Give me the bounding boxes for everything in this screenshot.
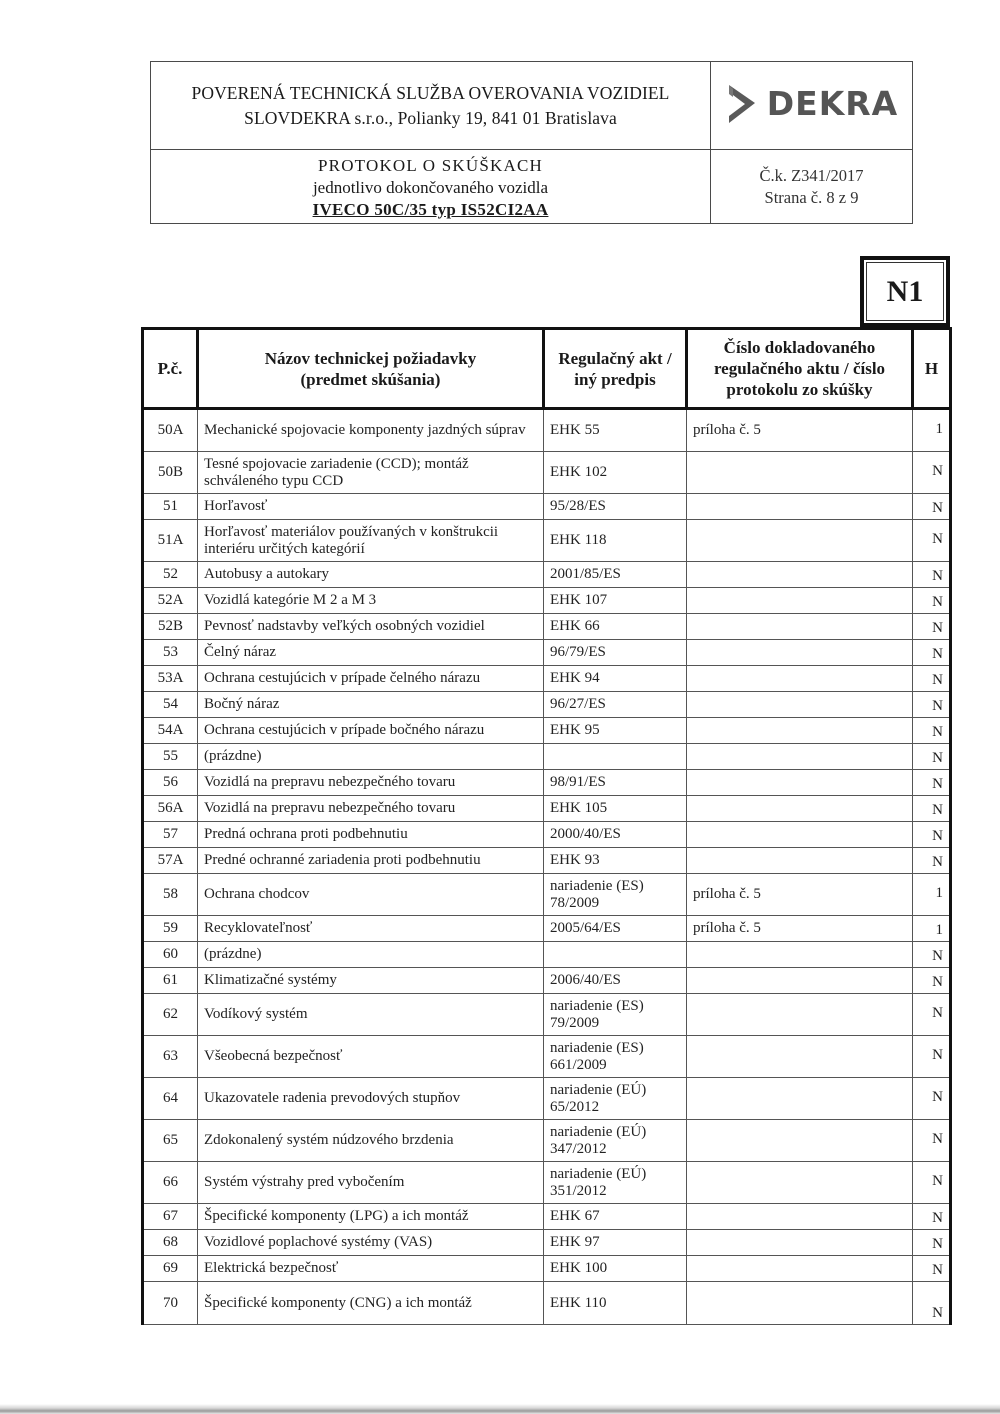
regulatory-act: EHK 55 [544, 409, 687, 452]
table-row [143, 796, 951, 822]
requirement-name: Autobusy a autokary [198, 562, 544, 588]
table-row [143, 1078, 951, 1120]
regulatory-act: EHK 93 [544, 848, 687, 874]
protocol-title: PROTOKOL O SKÚŠKACH [318, 155, 543, 175]
table-row [143, 916, 951, 942]
requirement-name: Špecifické komponenty (LPG) a ich montáž [198, 1204, 544, 1230]
row-number: 53 [143, 640, 198, 666]
requirements-table [141, 327, 952, 1325]
result-code: N [913, 1036, 951, 1078]
table-row [143, 614, 951, 640]
table-row [143, 494, 951, 520]
regulatory-act: nariadenie (EÚ) 347/2012 [544, 1120, 687, 1162]
requirement-name: Elektrická bezpečnosť [198, 1256, 544, 1282]
document-reference [687, 588, 913, 614]
regulatory-act: 2005/64/ES [544, 916, 687, 942]
regulatory-act: EHK 97 [544, 1230, 687, 1256]
scan-edge [0, 1404, 1000, 1414]
result-code: N [913, 770, 951, 796]
table-row [143, 718, 951, 744]
result-code: N [913, 744, 951, 770]
table-row [143, 409, 951, 452]
row-number: 57A [143, 848, 198, 874]
requirement-name: Vozidlá na prepravu nebezpečného tovaru [198, 796, 544, 822]
requirement-name: Ukazovatele radenia prevodových stupňov [198, 1078, 544, 1120]
document-reference [687, 994, 913, 1036]
row-number: 55 [143, 744, 198, 770]
regulatory-act: EHK 95 [544, 718, 687, 744]
table-row [143, 994, 951, 1036]
requirement-name: Predná ochrana proti podbehnutiu [198, 822, 544, 848]
row-number: 50B [143, 452, 198, 494]
result-code: N [913, 848, 951, 874]
table-row [143, 1120, 951, 1162]
requirement-name: Vozidlá kategórie M 2 a M 3 [198, 588, 544, 614]
document-reference [687, 1120, 913, 1162]
document-reference: príloha č. 5 [687, 874, 913, 916]
dekra-chevron-icon [725, 83, 759, 125]
result-code: N [913, 822, 951, 848]
row-number: 58 [143, 874, 198, 916]
document-reference [687, 1162, 913, 1204]
reference-number: Č.k. Z341/2017 [759, 165, 864, 185]
table-row [143, 848, 951, 874]
regulatory-act: 2000/40/ES [544, 822, 687, 848]
col-header-number: P.č. [143, 329, 198, 409]
requirement-name: Horľavosť materiálov používaných v konštrukcii interiéru určitých kategórií [198, 520, 544, 562]
regulatory-act: 2001/85/ES [544, 562, 687, 588]
document-reference [687, 494, 913, 520]
document-reference [687, 1036, 913, 1078]
result-code: N [913, 1282, 951, 1325]
result-code: N [913, 1204, 951, 1230]
table-row [143, 692, 951, 718]
document-reference [687, 1204, 913, 1230]
document-reference [687, 822, 913, 848]
requirement-name: Ochrana chodcov [198, 874, 544, 916]
table-row [143, 666, 951, 692]
vehicle-designation: IVECO 50C/35 typ IS52CI2AA [312, 199, 549, 219]
category-badge-label: N1 [886, 274, 924, 308]
requirement-name: Horľavosť [198, 494, 544, 520]
regulatory-act: nariadenie (EÚ) 65/2012 [544, 1078, 687, 1120]
table-row [143, 588, 951, 614]
result-code: N [913, 1230, 951, 1256]
requirement-name: Pevnosť nadstavby veľkých osobných vozidiel [198, 614, 544, 640]
organization-name: POVERENÁ TECHNICKÁ SLUŽBA OVEROVANIA VOZIDIEL [191, 82, 670, 103]
table-row [143, 1282, 951, 1325]
row-number: 67 [143, 1204, 198, 1230]
table-row [143, 520, 951, 562]
table-row [143, 770, 951, 796]
category-badge [860, 256, 950, 327]
row-number: 64 [143, 1078, 198, 1120]
organization-block [151, 62, 711, 150]
table-row [143, 640, 951, 666]
result-code: N [913, 718, 951, 744]
row-number: 51A [143, 520, 198, 562]
document-reference [687, 942, 913, 968]
row-number: 52A [143, 588, 198, 614]
document-reference [687, 692, 913, 718]
row-number: 54A [143, 718, 198, 744]
regulatory-act: 2006/40/ES [544, 968, 687, 994]
result-code: N [913, 520, 951, 562]
document-reference [687, 614, 913, 640]
table-row [143, 874, 951, 916]
document-reference [687, 562, 913, 588]
document-reference [687, 1230, 913, 1256]
col-header-h: H [913, 329, 951, 409]
document-reference [687, 848, 913, 874]
table-row [143, 562, 951, 588]
document-reference [687, 666, 913, 692]
requirement-name: Ochrana cestujúcich v prípade čelného nárazu [198, 666, 544, 692]
row-number: 62 [143, 994, 198, 1036]
document-reference [687, 770, 913, 796]
requirement-name: Ochrana cestujúcich v prípade bočného nárazu [198, 718, 544, 744]
regulatory-act: EHK 105 [544, 796, 687, 822]
table-row [143, 1230, 951, 1256]
result-code: N [913, 614, 951, 640]
document-reference [687, 640, 913, 666]
regulatory-act: nariadenie (ES) 661/2009 [544, 1036, 687, 1078]
row-number: 60 [143, 942, 198, 968]
col-header-document: Číslo dokladovaného regulačného aktu / číslo protokolu zo skúšky [687, 329, 913, 409]
regulatory-act: EHK 110 [544, 1282, 687, 1325]
regulatory-act: EHK 66 [544, 614, 687, 640]
table-row [143, 452, 951, 494]
regulatory-act: nariadenie (EÚ) 351/2012 [544, 1162, 687, 1204]
result-code: N [913, 942, 951, 968]
result-code: N [913, 640, 951, 666]
protocol-block [151, 150, 711, 223]
document-reference [687, 1078, 913, 1120]
document-reference: príloha č. 5 [687, 916, 913, 942]
page-info: Strana č. 8 z 9 [764, 187, 859, 207]
dekra-logo [725, 83, 898, 125]
regulatory-act: EHK 107 [544, 588, 687, 614]
document-reference [687, 968, 913, 994]
document-header [150, 61, 913, 224]
table-row [143, 1256, 951, 1282]
row-number: 51 [143, 494, 198, 520]
regulatory-act: EHK 118 [544, 520, 687, 562]
requirement-name: Mechanické spojovacie komponenty jazdných súprav [198, 409, 544, 452]
table-row [143, 968, 951, 994]
requirement-name: Zdokonalený systém núdzového brzdenia [198, 1120, 544, 1162]
requirement-name: (prázdne) [198, 744, 544, 770]
logo-text: DEKRA [766, 84, 899, 123]
regulatory-act: nariadenie (ES) 79/2009 [544, 994, 687, 1036]
result-code: N [913, 994, 951, 1036]
row-number: 63 [143, 1036, 198, 1078]
row-number: 52 [143, 562, 198, 588]
row-number: 65 [143, 1120, 198, 1162]
row-number: 66 [143, 1162, 198, 1204]
regulatory-act: 95/28/ES [544, 494, 687, 520]
row-number: 70 [143, 1282, 198, 1325]
table-row [143, 822, 951, 848]
regulatory-act: EHK 94 [544, 666, 687, 692]
document-reference [687, 1282, 913, 1325]
result-code: N [913, 1078, 951, 1120]
requirement-name: Tesné spojovacie zariadenie (CCD); montáž schváleného typu CCD [198, 452, 544, 494]
document-reference [687, 520, 913, 562]
result-code: N [913, 968, 951, 994]
requirement-name: Vodíkový systém [198, 994, 544, 1036]
result-code: N [913, 666, 951, 692]
requirement-name: Čelný náraz [198, 640, 544, 666]
result-code: 1 [913, 874, 951, 916]
regulatory-act: EHK 100 [544, 1256, 687, 1282]
document-reference [687, 796, 913, 822]
result-code: 1 [913, 916, 951, 942]
requirement-name: Vozidlá na prepravu nebezpečného tovaru [198, 770, 544, 796]
document-reference: príloha č. 5 [687, 409, 913, 452]
requirement-name: Všeobecná bezpečnosť [198, 1036, 544, 1078]
document-reference [687, 744, 913, 770]
col-header-name: Názov technickej požiadavky (predmet skúšania) [198, 329, 544, 409]
requirement-name: Systém výstrahy pred vybočením [198, 1162, 544, 1204]
result-code: N [913, 796, 951, 822]
protocol-subtitle: jednotlivo dokončovaného vozidla [312, 177, 549, 197]
document-reference [687, 1256, 913, 1282]
requirement-name: Predné ochranné zariadenia proti podbehnutiu [198, 848, 544, 874]
row-number: 52B [143, 614, 198, 640]
result-code: N [913, 1120, 951, 1162]
requirement-name: Bočný náraz [198, 692, 544, 718]
requirement-name: Vozidlové poplachové systémy (VAS) [198, 1230, 544, 1256]
requirement-name: (prázdne) [198, 942, 544, 968]
table-row [143, 1204, 951, 1230]
table-row [143, 1162, 951, 1204]
result-code: N [913, 692, 951, 718]
result-code: N [913, 1256, 951, 1282]
row-number: 54 [143, 692, 198, 718]
col-header-act: Regulačný akt / iný predpis [544, 329, 687, 409]
row-number: 57 [143, 822, 198, 848]
result-code: N [913, 494, 951, 520]
row-number: 56 [143, 770, 198, 796]
result-code: N [913, 1162, 951, 1204]
reference-block [711, 150, 912, 223]
table-row [143, 744, 951, 770]
table-row [143, 1036, 951, 1078]
row-number: 61 [143, 968, 198, 994]
result-code: N [913, 562, 951, 588]
row-number: 69 [143, 1256, 198, 1282]
requirement-name: Klimatizačné systémy [198, 968, 544, 994]
regulatory-act: EHK 102 [544, 452, 687, 494]
result-code: N [913, 588, 951, 614]
document-reference [687, 718, 913, 744]
regulatory-act: 96/79/ES [544, 640, 687, 666]
row-number: 68 [143, 1230, 198, 1256]
requirement-name: Špecifické komponenty (CNG) a ich montáž [198, 1282, 544, 1325]
regulatory-act: 98/91/ES [544, 770, 687, 796]
logo-block [711, 62, 912, 150]
row-number: 59 [143, 916, 198, 942]
organization-address: SLOVDEKRA s.r.o., Polianky 19, 841 01 Bratislava [244, 107, 617, 128]
regulatory-act [544, 744, 687, 770]
document-reference [687, 452, 913, 494]
row-number: 53A [143, 666, 198, 692]
regulatory-act: 96/27/ES [544, 692, 687, 718]
regulatory-act [544, 942, 687, 968]
table-header-row [143, 329, 951, 409]
row-number: 56A [143, 796, 198, 822]
requirement-name: Recyklovateľnosť [198, 916, 544, 942]
regulatory-act: EHK 67 [544, 1204, 687, 1230]
result-code: 1 [913, 409, 951, 452]
regulatory-act: nariadenie (ES) 78/2009 [544, 874, 687, 916]
result-code: N [913, 452, 951, 494]
row-number: 50A [143, 409, 198, 452]
table-row [143, 942, 951, 968]
